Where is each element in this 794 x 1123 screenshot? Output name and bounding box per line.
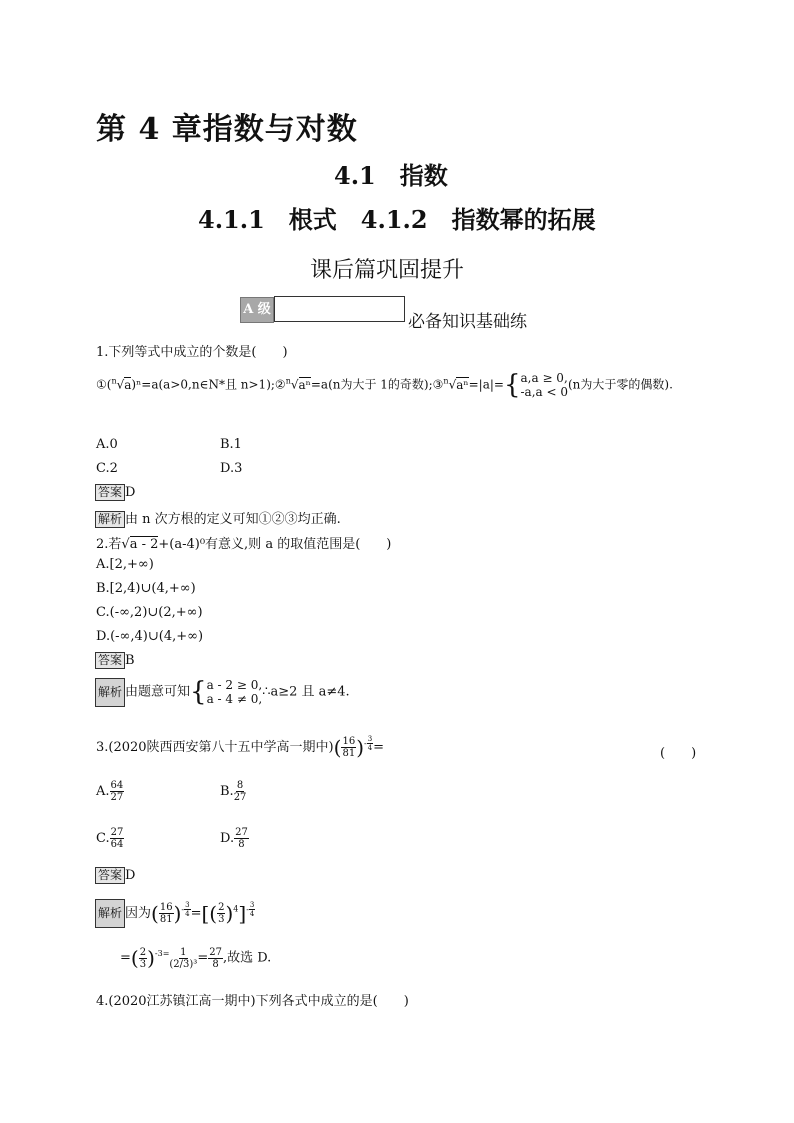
q3-analysis-exp-sign: - xyxy=(181,904,185,914)
q3-analysis-frac xyxy=(159,902,174,925)
q3-option-d-frac xyxy=(234,827,249,850)
q3-option-a-frac xyxy=(110,780,125,803)
q3-line2-recip xyxy=(169,947,197,970)
q3-option-a-num: 64 xyxy=(110,780,124,791)
q2-analysis xyxy=(95,677,350,707)
q3-exp-num: 3 xyxy=(367,735,373,743)
q3-line2-den: 3 xyxy=(139,958,147,970)
q1-item1-radicand: a xyxy=(124,377,132,392)
q3-option-a xyxy=(96,780,124,803)
question-1-stem: 1.下列等式中成立的个数是( ) xyxy=(96,345,288,360)
q3-option-b xyxy=(220,780,246,803)
q1-item3-radicand: aⁿ xyxy=(456,377,469,392)
q1-analysis xyxy=(95,508,341,528)
q1-item3-pre: ③ xyxy=(432,377,444,392)
q3-line2-recip-num: 1 xyxy=(180,946,187,958)
q3-option-d-den: 8 xyxy=(238,839,245,850)
level-blank-box xyxy=(274,296,405,322)
q1-item2-radicand: aⁿ xyxy=(298,377,311,392)
subsection-title: 4.1.1 根式 4.1.2 指数幂的拓展 xyxy=(198,205,596,234)
question-2-stem: 2.若√a - 2+(a-4)⁰有意义,则 a 的取值范围是( ) xyxy=(96,537,392,552)
q2-case-1: a - 2 ≥ 0, xyxy=(206,678,263,692)
q3-stem-pre: 3.(2020陕西西安第八十五中学高一期中) xyxy=(96,739,334,755)
q1-item3-post: (n为大于零的偶数). xyxy=(568,377,673,392)
q3-option-a-label: A. xyxy=(96,784,110,799)
q1-item2-post: =a(n为大于 1的奇数); xyxy=(310,377,433,392)
q3-option-d-label: D. xyxy=(220,831,235,846)
q3-analysis-num: 16 xyxy=(159,902,173,913)
q3-option-b-label: B. xyxy=(220,784,234,799)
q3-den: 81 xyxy=(342,747,356,759)
q2-stem-pre: 2.若 xyxy=(96,537,122,552)
q2-analysis-pre: 由题意可知 xyxy=(125,684,191,700)
q3-analysis-line-2: =( $\frac{2}{3}$ )$^{-3=}$ $\frac{1}{\text{(2/3)³}}$ = $\frac{27}{8}$ ,故选 D. xyxy=(120,946,272,970)
q3-inner-num: 2 xyxy=(218,902,225,913)
q3-exp-den: 4 xyxy=(367,744,373,752)
section-title: 4.1 指数 xyxy=(334,161,448,190)
q1-item3-eq: =|a|= xyxy=(468,377,504,392)
q3-option-d xyxy=(220,827,249,850)
q3-line2-post: ,故选 D. xyxy=(222,950,272,966)
q3-option-a-den: 27 xyxy=(110,792,124,803)
q2-option-d: D.(-∞,4)∪(4,+∞) xyxy=(96,629,204,644)
q2-stem-post: +(a-4)⁰有意义,则 a 的取值范围是( ) xyxy=(158,537,392,552)
left-brace-icon: { xyxy=(503,370,521,400)
q3-line2-result xyxy=(208,947,223,970)
q2-answer xyxy=(95,652,135,669)
q3-fraction xyxy=(341,736,356,759)
answer-tag: 答案 xyxy=(95,867,125,884)
question-3-stem: 3.(2020陕西西安第八十五中学高一期中)( $\frac{16}{81}$ )$^{- \frac{3}{4}}$ = xyxy=(96,735,385,760)
q3-line2-mid: -3= xyxy=(154,949,170,959)
analysis-tag: 解析 xyxy=(95,511,125,528)
q3-stem-post: = xyxy=(373,739,385,755)
q1-item1-pre: ①( xyxy=(96,377,112,392)
q1-analysis-text: 由 n 次方根的定义可知①②③均正确. xyxy=(125,512,341,527)
analysis-tag: 解析 xyxy=(95,899,125,928)
q3-inner-den: 3 xyxy=(218,914,225,925)
q3-answer xyxy=(95,867,135,884)
q3-analysis-exp-den: 4 xyxy=(185,910,190,919)
q3-option-c xyxy=(96,827,124,850)
q3-num: 16 xyxy=(342,735,356,747)
answer-tag: 答案 xyxy=(95,652,125,669)
q1-item2-pre: ② xyxy=(274,377,286,392)
q2-option-a: A.[2,+∞) xyxy=(96,557,154,572)
q3-analysis-den: 81 xyxy=(159,914,173,925)
q3-option-b-den: 27 xyxy=(233,792,247,803)
q3-option-d-num: 27 xyxy=(235,827,248,838)
q3-line2-num: 2 xyxy=(139,946,147,958)
q3-analysis: 解析 因为( $\frac{16}{81}$ )$^{- \frac{3}{4}}$ =[( $\frac{2}{3}$ )$^4$]$^{- \frac{3}{4}}$ xyxy=(95,899,255,928)
q3-line2-frac xyxy=(139,947,147,970)
q3-analysis-exp-num-2: 3 xyxy=(249,901,255,910)
q3-answer-value: D xyxy=(125,868,136,883)
q3-option-c-den: 64 xyxy=(110,839,124,850)
page-subtitle: 课后篇巩固提升 xyxy=(310,258,465,283)
chapter-title: 第 4 章指数与对数 xyxy=(96,112,358,147)
q3-line2-res-den: 8 xyxy=(212,958,219,970)
q1-option-b: B.1 xyxy=(220,437,242,452)
q3-option-c-label: C. xyxy=(96,831,110,846)
q1-answer-value: D xyxy=(125,485,136,500)
q1-option-a: A.0 xyxy=(96,437,118,452)
left-brace-icon: { xyxy=(190,677,207,707)
analysis-tag: 解析 xyxy=(95,678,125,707)
question-1-items: ①($^n$√a)ⁿ=a(a>0,n∈N*且 n>1);②$^n$√aⁿ=a(n为大于 1的奇数);③$^n$√aⁿ=|a|={ a,a ≥ 0, -a,a < 0 (n为大于零的偶数). xyxy=(96,370,673,400)
q3-option-b-frac xyxy=(234,780,247,803)
q3-option-c-num: 27 xyxy=(110,827,124,838)
q3-analysis-exp-sign-2: - xyxy=(246,904,249,914)
q3-analysis-exp-den-2: 4 xyxy=(249,910,255,919)
answer-tag: 答案 xyxy=(95,484,125,501)
q2-cases xyxy=(207,678,263,706)
q3-line2-res-num: 27 xyxy=(209,946,222,958)
q1-option-d: D.3 xyxy=(220,461,243,476)
q1-cases xyxy=(521,371,569,399)
q1-case-1: a,a ≥ 0, xyxy=(520,371,568,385)
q2-radicand: a - 2 xyxy=(129,537,159,552)
q3-analysis-exp-2 xyxy=(249,901,255,918)
q3-option-c-frac xyxy=(110,827,125,850)
q3-answer-paren: ( ) xyxy=(660,746,697,761)
q3-line2-eq: = xyxy=(120,950,131,966)
q3-analysis-exp xyxy=(184,901,190,918)
q2-option-b: B.[2,4)∪(4,+∞) xyxy=(96,581,196,596)
q1-item1-post: )ⁿ=a(a>0,n∈N*且 n>1); xyxy=(131,377,275,392)
q1-case-2: -a,a < 0 xyxy=(520,385,568,399)
q2-option-c: C.(-∞,2)∪(2,+∞) xyxy=(96,605,203,620)
q1-option-c: C.2 xyxy=(96,461,118,476)
q3-analysis-pre: 因为 xyxy=(125,906,152,921)
q2-analysis-post: ∴a≥2 且 a≠4. xyxy=(262,684,350,700)
q3-option-b-num: 8 xyxy=(236,780,244,791)
level-badge: A 级 xyxy=(240,297,274,323)
question-4-stem: 4.(2020江苏镇江高一期中)下列各式中成立的是( ) xyxy=(96,994,409,1009)
q3-exp-sign: - xyxy=(364,738,367,748)
q3-line2-recip-den: (2/3)³ xyxy=(169,958,198,970)
q2-answer-value: B xyxy=(125,653,135,668)
q1-answer xyxy=(95,484,135,501)
q3-analysis-exp-num: 3 xyxy=(185,901,190,910)
level-text: 必备知识基础练 xyxy=(408,312,527,332)
q2-case-2: a - 4 ≠ 0, xyxy=(206,692,263,706)
